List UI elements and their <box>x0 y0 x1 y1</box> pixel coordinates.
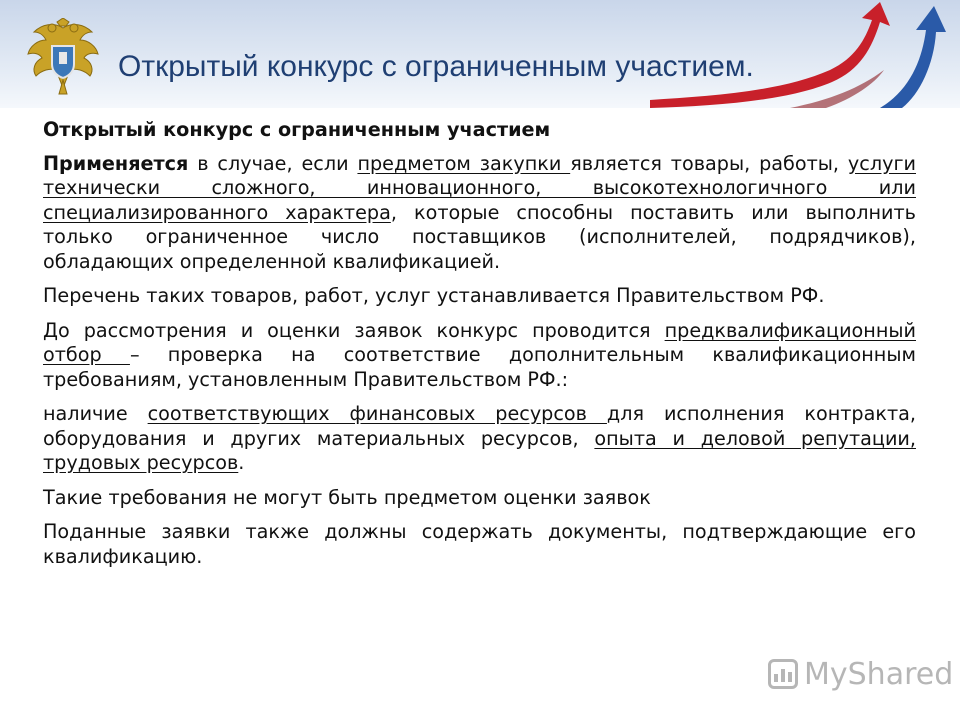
presentation-chart-icon <box>768 659 798 689</box>
header-band <box>0 0 960 108</box>
text-span: является товары, работы, <box>570 151 848 175</box>
paragraph-documents: Поданные заявки также должны содержать документы, подтверждающие его квалификацию. <box>43 520 916 568</box>
slide-body <box>43 118 916 579</box>
paragraph-prequalification <box>43 319 916 393</box>
text-span: . <box>238 451 245 474</box>
paragraph-list-government: Перечень таких товаров, работ, услуг устанавливается Правительством РФ. <box>43 284 825 307</box>
paragraph-application <box>43 152 916 275</box>
double-headed-eagle-emblem-icon <box>24 18 102 98</box>
underlined-term: услуги технически сложного, инновационного, высокотехнологичного или специализированного характера <box>43 151 916 224</box>
body-heading: Открытый конкурс с ограниченным участием <box>43 118 551 141</box>
text-span: – проверка на соответствие дополнительным квалификационным требованиям, установленным Правительством РФ.: <box>43 343 916 391</box>
underlined-term: предквалификационный отбор <box>43 318 916 366</box>
watermark-text: MyShared <box>804 656 954 692</box>
paragraph-not-evaluated: Такие требования не могут быть предметом оценки заявок <box>43 485 651 509</box>
text-span: для исполнения контракта, оборудования и других материальных ресурсов, <box>43 402 916 450</box>
text-span: , которые способны поставить или выполнить только ограниченное число поставщиков (исполнителей, подрядчиков), обладающих определенной квалификацией. <box>43 200 916 273</box>
underlined-term: предметом закупки <box>357 151 571 175</box>
text-span: До рассмотрения и оценки заявок конкурс проводится <box>43 318 665 342</box>
slide-title: Открытый конкурс с ограниченным участием. <box>118 50 754 83</box>
text-span: наличие <box>43 402 148 425</box>
underlined-term: соответствующих финансовых ресурсов <box>147 402 607 425</box>
watermark <box>768 654 953 694</box>
lead-word: Применяется <box>43 151 189 175</box>
underlined-term: опыта и деловой репутации, трудовых ресурсов <box>43 426 916 474</box>
text-span: в случае, если <box>188 151 358 175</box>
paragraph-requirements <box>43 402 916 476</box>
